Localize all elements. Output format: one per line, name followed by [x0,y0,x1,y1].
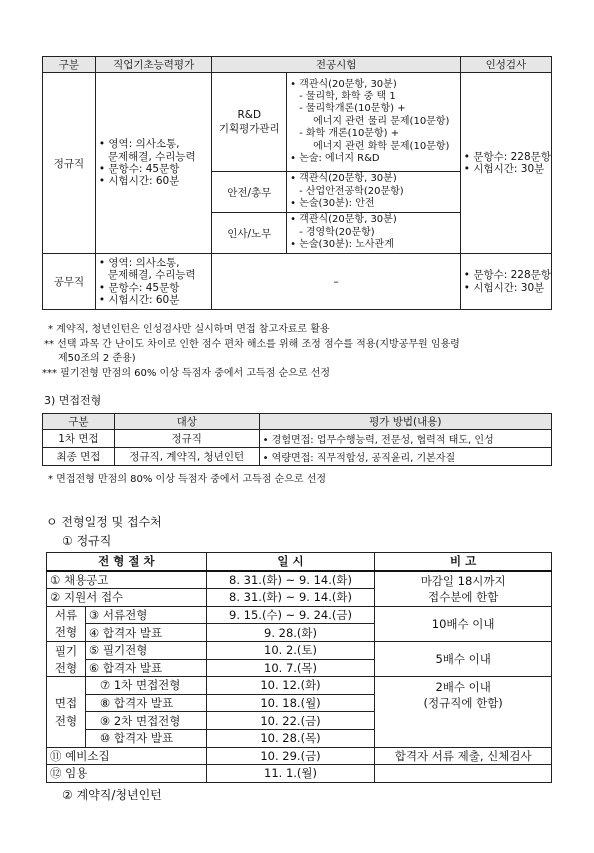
step-cell: ④ 합격자 발표 [85,624,206,642]
note-personality: * 계약직, 청년인턴은 인성검사만 실시하며 면접 참고자료로 활용 [48,324,330,335]
interview-method: • 경험면접: 업무수행능력, 전문성, 협력적 태도, 인성 [259,430,551,448]
note-written-cutoff: *** 필기전형 만점의 60% 이상 득점자 중에서 고득점 순으로 선정 [42,368,331,379]
row-label-civil: 공무직 [43,254,96,310]
civil-ncs-cell: • 영역: 의사소통, 문제해결, 수리능력 • 문항수: 45문항 • 시험시간: 60분 [95,254,212,310]
col-header-personality: 인성검사 [460,57,551,73]
group-label-empty [47,677,86,695]
date-cell: 10. 7.(목) [206,659,375,677]
schedule-section-title: ㅇ 전형일정 및 접수처 [46,515,162,529]
col-header-major: 전공시험 [212,57,460,73]
regular-ncs-cell: • 영역: 의사소통, 문제해결, 수리능력 • 문항수: 45문항 • 시험시간: 60분 [95,73,212,254]
date-cell: 11. 1.(월) [206,765,375,783]
interview-note: * 면접전형 만점의 80% 이상 득점자 중에서 고득점 순으로 선정 [48,474,327,485]
rnd-detail: • 객관식(20문항, 30분) - 물리학, 화학 중 택 1 - 물리학개론(10문항) + 에너지 관련 물리 문제(10문항) - 화학 개론(10문항) + 에너지 관련 화학 문제(10문항) • 논술: 에너지 R&D [287,73,461,172]
hr-detail: • 객관식(20문항, 30분) - 경영학(20문항) • 논술(30분): 노사관계 [287,213,461,254]
group-label: 면접 [47,694,86,712]
step-cell: ⑪ 예비소집 [47,747,207,765]
schedule-sub-regular: ① 정규직 [62,534,112,548]
interview-header-method: 평가 방법(내용) [259,414,551,430]
group-label: 필기 [47,641,86,659]
schedule-sub-contract: ② 계약직/청년인턴 [62,788,162,802]
interview-table [42,413,552,466]
note-adjusted-score-cont: 제50조의 2 준용) [58,353,136,364]
date-cell: 9. 15.(수) ~ 9. 24.(금) [206,606,375,624]
interview-stage: 1차 면접 [43,430,115,448]
step-cell: ⑥ 합격자 발표 [85,659,206,677]
regular-personality-cell: • 문항수: 228문항 • 시험시간: 30분 [460,73,551,254]
safety-label: 안전/총무 [212,172,287,213]
date-cell: 8. 31.(화) ~ 9. 14.(화) [206,589,375,607]
interview-target: 정규직, 계약직, 청년인턴 [114,448,259,466]
date-cell: 9. 28.(화) [206,624,375,642]
group-label: 서류 [47,606,86,624]
date-cell: 8. 31.(화) ~ 9. 14.(화) [206,571,375,589]
row-label-regular: 정규직 [43,73,96,254]
step-cell: ⑩ 합격자 발표 [85,729,206,747]
group-label: 전형 [47,712,86,730]
col-header-category: 구분 [43,57,96,73]
remark-interview: 2배수 이내 (정규직에 한함) [375,677,552,712]
schedule-header-step: 전 형 절 차 [47,553,207,571]
step-cell: ⑧ 합격자 발표 [85,694,206,712]
step-cell: ⑫ 임용 [47,765,207,783]
col-header-ncs: 직업기초능력평가 [95,57,212,73]
rnd-label: R&D 기획평가관리 [212,73,287,172]
interview-method: • 역량면접: 직무적합성, 공직윤리, 기본자질 [259,448,551,466]
step-cell: ① 채용공고 [47,571,207,589]
interview-stage: 최종 면접 [43,448,115,466]
date-cell: 10. 12.(화) [206,677,375,695]
remark-reserve: 합격자 서류 제출, 신체검사 [375,747,552,765]
interview-header-stage: 구분 [43,414,115,430]
interview-title: 3) 면접전형 [44,394,102,407]
group-label: 전형 [47,659,86,677]
remark-deadline: 마감일 18시까지 접수분에 한함 [375,571,552,607]
schedule-table [46,552,552,783]
remark-written: 5배수 이내 [375,641,552,676]
step-cell: ③ 서류전형 [85,606,206,624]
date-cell: 10. 2.(토) [206,641,375,659]
civil-personality-cell: • 문항수: 228문항 • 시험시간: 30분 [460,254,551,310]
group-label-empty [47,729,86,747]
date-cell: 10. 28.(목) [206,729,375,747]
interview-target: 정규직 [114,430,259,448]
step-cell: ⑦ 1차 면접전형 [85,677,206,695]
step-cell: ⑨ 2차 면접전형 [85,712,206,730]
remark-empty [375,765,552,783]
step-cell: ⑤ 필기전형 [85,641,206,659]
remark-doc: 10배수 이내 [375,606,552,641]
exam-table [42,56,552,310]
date-cell: 10. 29.(금) [206,747,375,765]
civil-major-cell: – [212,254,460,310]
schedule-header-remark: 비 고 [375,553,552,571]
step-cell: ② 지원서 접수 [47,589,207,607]
schedule-header-date: 일 시 [206,553,375,571]
safety-detail: • 객관식(20문항, 30분) - 산업안전공학(20문항) • 논술(30분): 안전 [287,172,461,213]
date-cell: 10. 18.(월) [206,694,375,712]
note-adjusted-score: ** 선택 과목 간 난이도 차이로 인한 점수 편차 해소를 위해 조정 점수를 적용(지방공무원 임용령 [44,339,460,350]
group-label: 전형 [47,624,86,642]
hr-label: 인사/노무 [212,213,287,254]
interview-header-target: 대상 [114,414,259,430]
remark-interview-blank [375,712,552,747]
date-cell: 10. 22.(금) [206,712,375,730]
